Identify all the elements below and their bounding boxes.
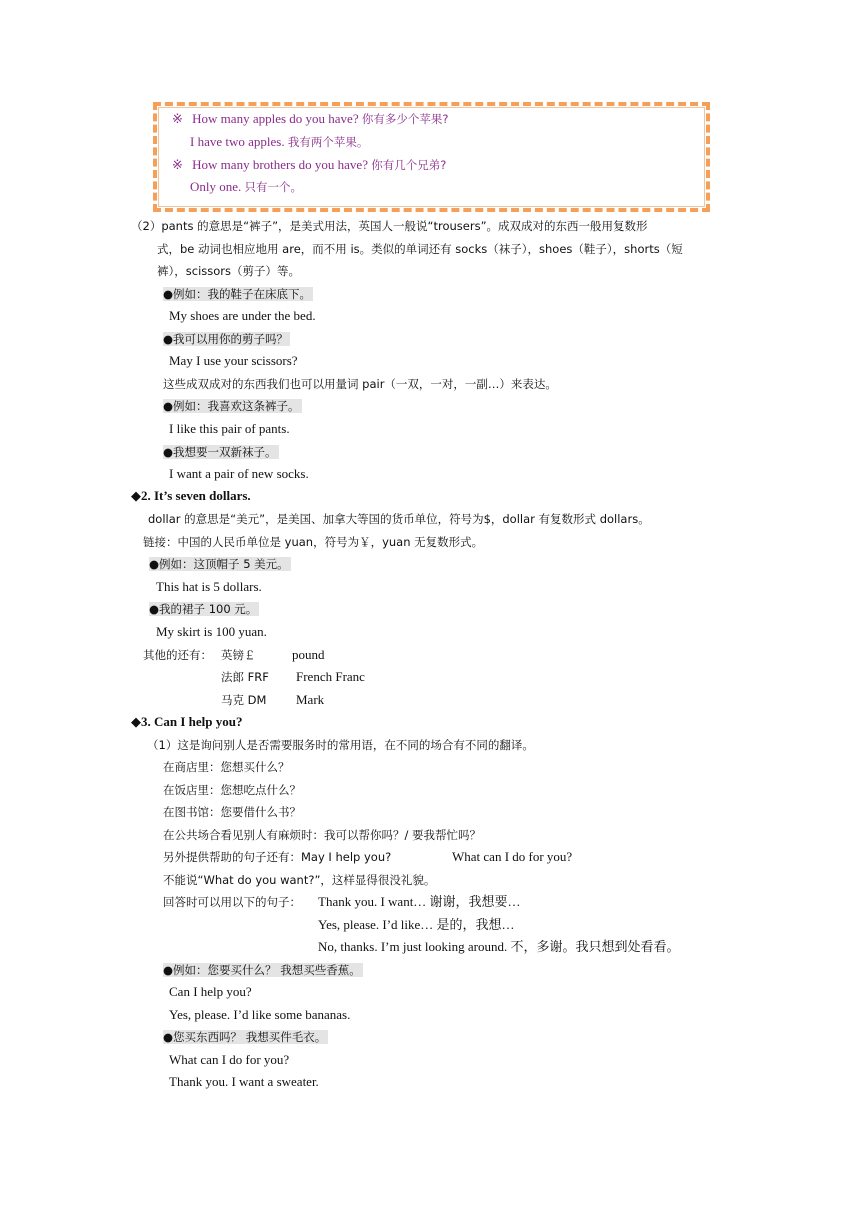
currency-en: French Franc	[296, 669, 365, 684]
box-en: Only one.	[190, 179, 242, 194]
example-chinese: ●您买东西吗？ 我想买件毛衣。	[163, 1030, 327, 1044]
box-zh: 只有一个。	[244, 180, 303, 194]
example-english: Can I help you?	[169, 984, 252, 999]
help-paragraph: （1）这是询问别人是否需要服务时的常用语，在不同的场合有不同的翻译。	[147, 738, 534, 752]
example-chinese: ●例如：您要买什么？ 我想买些香蕉。	[163, 963, 361, 977]
example-english: I like this pair of pants.	[169, 421, 290, 436]
currency-en: pound	[292, 647, 325, 662]
box-line-2	[190, 134, 368, 150]
example-chinese: ●我可以用你的剪子吗？	[163, 332, 289, 346]
reference-mark: ※	[172, 157, 183, 172]
box-en: How many apples do you have?	[192, 111, 359, 126]
section-3-heading: ◆3. Can I help you?	[131, 714, 243, 729]
currency-en: Mark	[296, 692, 325, 707]
others-label: 其他的还有：	[143, 648, 212, 662]
example-chinese: ●例如：这顶帽子 5 美元。	[149, 557, 289, 571]
example-english: I want a pair of new socks.	[169, 466, 309, 481]
reply-option: Yes, please. I’d like… 是的，我想…	[318, 917, 515, 932]
example-chinese: ●我想要一双新袜子。	[163, 445, 277, 459]
example-english: My shoes are under the bed.	[169, 308, 316, 323]
currency-cn: 马克 DM	[221, 693, 267, 707]
box-line-1	[172, 111, 448, 127]
reply-label: 回答时可以用以下的句子：	[163, 895, 301, 909]
example-chinese: ●我的裙子 100 元。	[149, 602, 258, 616]
box-en: How many brothers do you have?	[192, 157, 368, 172]
context-line: 在图书馆：您要借什么书？	[163, 805, 301, 819]
example-chinese: ●例如：我的鞋子在床底下。	[163, 287, 312, 301]
box-zh: 你有多少个苹果?	[361, 112, 449, 126]
example-english: Thank you. I want a sweater.	[169, 1074, 319, 1089]
section-2-heading: ◆2. It’s seven dollars.	[131, 488, 251, 503]
example-english: What can I do for you?	[169, 1052, 290, 1067]
currency-cn: 法郎 FRF	[221, 670, 269, 684]
dollar-paragraph: dollar 的意思是“美元”，是美国、加拿大等国的货币单位，符号为$，dollar 有复数形式 dollars。	[148, 512, 650, 526]
example-english: Yes, please. I’d like some bananas.	[169, 1007, 351, 1022]
context-line: 在饭店里：您想吃点什么？	[163, 783, 301, 797]
context-line: 不能说“What do you want?”，这样显得很没礼貌。	[163, 873, 436, 887]
example-english: May I use your scissors?	[169, 353, 298, 368]
example-chinese: ●例如：我喜欢这条裤子。	[163, 399, 300, 413]
pants-paragraph-line-3: 裤），scissors（剪子）等。	[157, 264, 300, 278]
box-en: I have two apples.	[190, 134, 285, 149]
link-note: 链接：中国的人民币单位是 yuan，符号为￥，yuan 无复数形式。	[143, 535, 484, 549]
reply-option: No, thanks. I’m just looking around. 不，多谢。我只想到处看看。	[318, 939, 680, 954]
reply-option: Thank you. I want… 谢谢，我想要…	[318, 894, 521, 909]
box-line-3	[172, 157, 446, 173]
currency-cn: 英镑￡	[221, 648, 256, 662]
example-english: This hat is 5 dollars.	[156, 579, 262, 594]
box-zh: 我有两个苹果。	[287, 135, 369, 149]
pair-note: 这些成双成对的东西我们也可以用量词 pair（一双，一对，一副…）来表达。	[163, 377, 557, 391]
context-line: 在商店里：您想买什么？	[163, 760, 290, 774]
box-zh: 你有几个兄弟?	[371, 158, 447, 172]
pants-paragraph-line-2: 式，be 动词也相应地用 are，而不用 is。类似的单词还有 socks（袜子），shoes（鞋子），shorts（短	[157, 242, 683, 256]
reference-mark: ※	[172, 111, 183, 126]
example-english: My skirt is 100 yuan.	[156, 624, 267, 639]
context-line: 另外提供帮助的句子还有：May I help you?	[163, 850, 392, 864]
context-line: 在公共场合看见别人有麻烦时：我可以帮你吗？/ 要我帮忙吗？	[163, 828, 482, 842]
box-line-4	[190, 179, 302, 195]
pants-paragraph-line-1: （2）pants 的意思是“裤子”，是美式用法，英国人一般说“trousers”。成双成对的东西一般用复数形	[131, 219, 648, 233]
context-line-alt: What can I do for you?	[452, 849, 573, 864]
